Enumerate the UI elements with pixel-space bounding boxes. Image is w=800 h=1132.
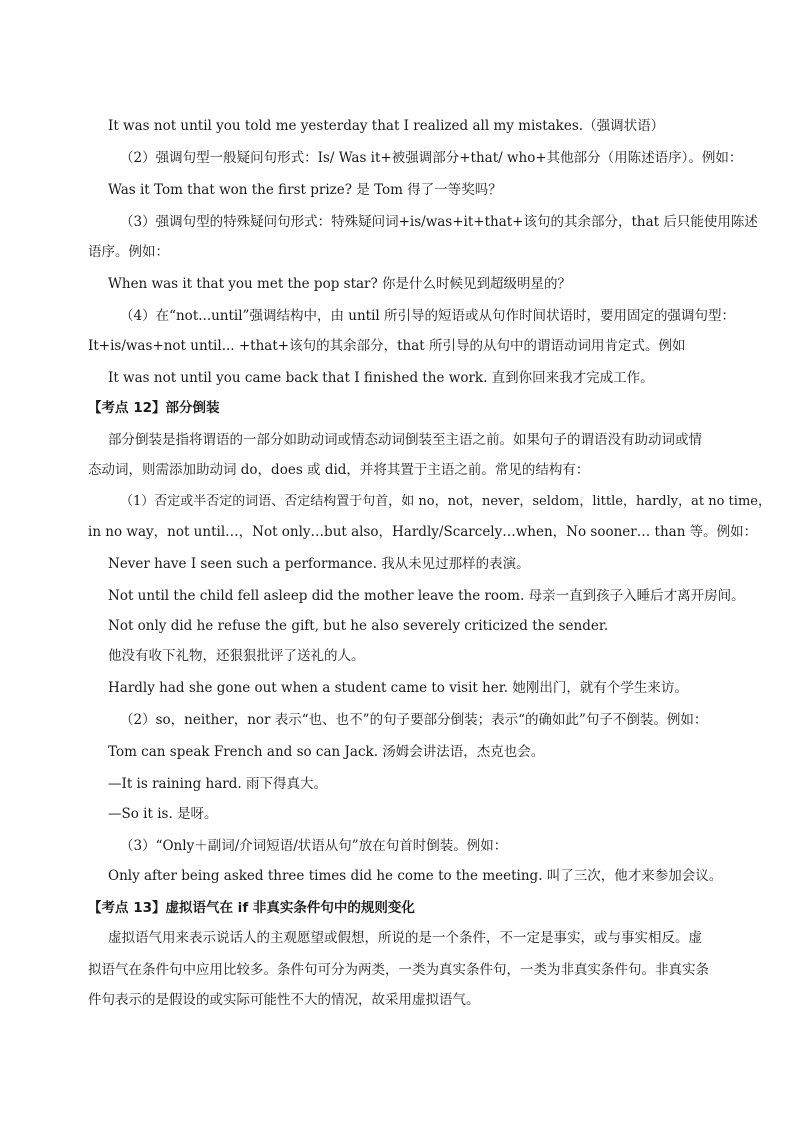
text-line: It+is/was+not until... +that+该句的其余部分，that 所引导的从句中的谓语动词用肯定式。例如 (88, 338, 686, 354)
text-line: When was it that you met the pop star? 你是什么时候见到超级明星的？ (108, 276, 572, 292)
text-line: —So it is. 是呀。 (108, 806, 218, 822)
text-line: Not until the child fell asleep did the mother leave the room. 母亲一直到孩子入睡后才离开房间。 (108, 588, 745, 604)
text-line: 件句表示的是假设的或实际可能性不大的情况，故采用虚拟语气。 (88, 992, 480, 1008)
text-line: It was not until you came back that I finished the work. 直到你回来我才完成工作。 (108, 370, 654, 386)
text-line: 他没有收下礼物，还狠狠批评了送礼的人。 (108, 648, 365, 664)
text-line: （1）否定或半否定的词语、否定结构置于句首，如 no，not，never，seldom，little，hardly，at no time， (120, 494, 771, 509)
text-line: （2）so，neither，nor 表示“也、也不”的句子要部分倒装；表示“的确如此”句子不倒装。例如： (120, 712, 708, 728)
text-line: 拟语气在条件句中应用比较多。条件句可分为两类，一类为真实条件句，一类为非真实条件句。非真实条 (88, 962, 709, 978)
text-line: Only after being asked three times did he come to the meeting. 叫了三次，他才来参加会议。 (108, 868, 723, 884)
section-heading: 【考点 12】部分倒装 (88, 400, 220, 416)
text-line: 语序。例如： (88, 244, 169, 260)
text-line: 部分倒装是指将谓语的一部分如助动词或情态动词倒装至主语之前。如果句子的谓语没有助动词或情 (108, 432, 702, 448)
text-line: Hardly had she gone out when a student came to visit her. 她刚出门，就有个学生来访。 (108, 680, 688, 696)
text-line: （3）强调句型的特殊疑问句形式：特殊疑问词+is/was+it+that+该句的其余部分，that 后只能使用陈述 (120, 214, 758, 230)
text-line: Tom can speak French and so can Jack. 汤姆会讲法语，杰克也会。 (108, 744, 545, 760)
text-line: Was it Tom that won the first prize? 是 Tom 得了一等奖吗？ (108, 182, 502, 198)
text-line: 态动词，则需添加助动词 do，does 或 did，并将其置于主语之前。常见的结构有： (88, 462, 590, 478)
text-line: Never have I seen such a performance. 我从未见过那样的表演。 (108, 556, 530, 572)
text-line: —It is raining hard. 雨下得真大。 (108, 776, 327, 792)
text-line: （4）在“not...until”强调结构中，由 until 所引导的短语或从句作时间状语时，要用固定的强调句型： (120, 308, 735, 324)
text-line: Not only did he refuse the gift, but he also severely criticized the sender. (108, 618, 609, 634)
section-heading: 【考点 13】虚拟语气在 if 非真实条件句中的规则变化 (88, 900, 415, 916)
text-line: in no way，not until…，Not only…but also，Hardly/Scarcely…when，No sooner… than 等。例如： (88, 524, 758, 540)
text-line: （3）“Only＋副词/介词短语/状语从句”放在句首时倒装。例如： (120, 838, 508, 854)
text-line: 虚拟语气用来表示说话人的主观愿望或假想，所说的是一个条件，不一定是事实，或与事实相反。虚 (108, 930, 702, 946)
text-line: （2）强调句型一般疑问句形式：Is/ Was it+被强调部分+that/ who+其他部分（用陈述语序）。例如： (120, 150, 743, 166)
text-line: It was not until you told me yesterday that I realized all my mistakes.（强调状语） (108, 118, 665, 134)
